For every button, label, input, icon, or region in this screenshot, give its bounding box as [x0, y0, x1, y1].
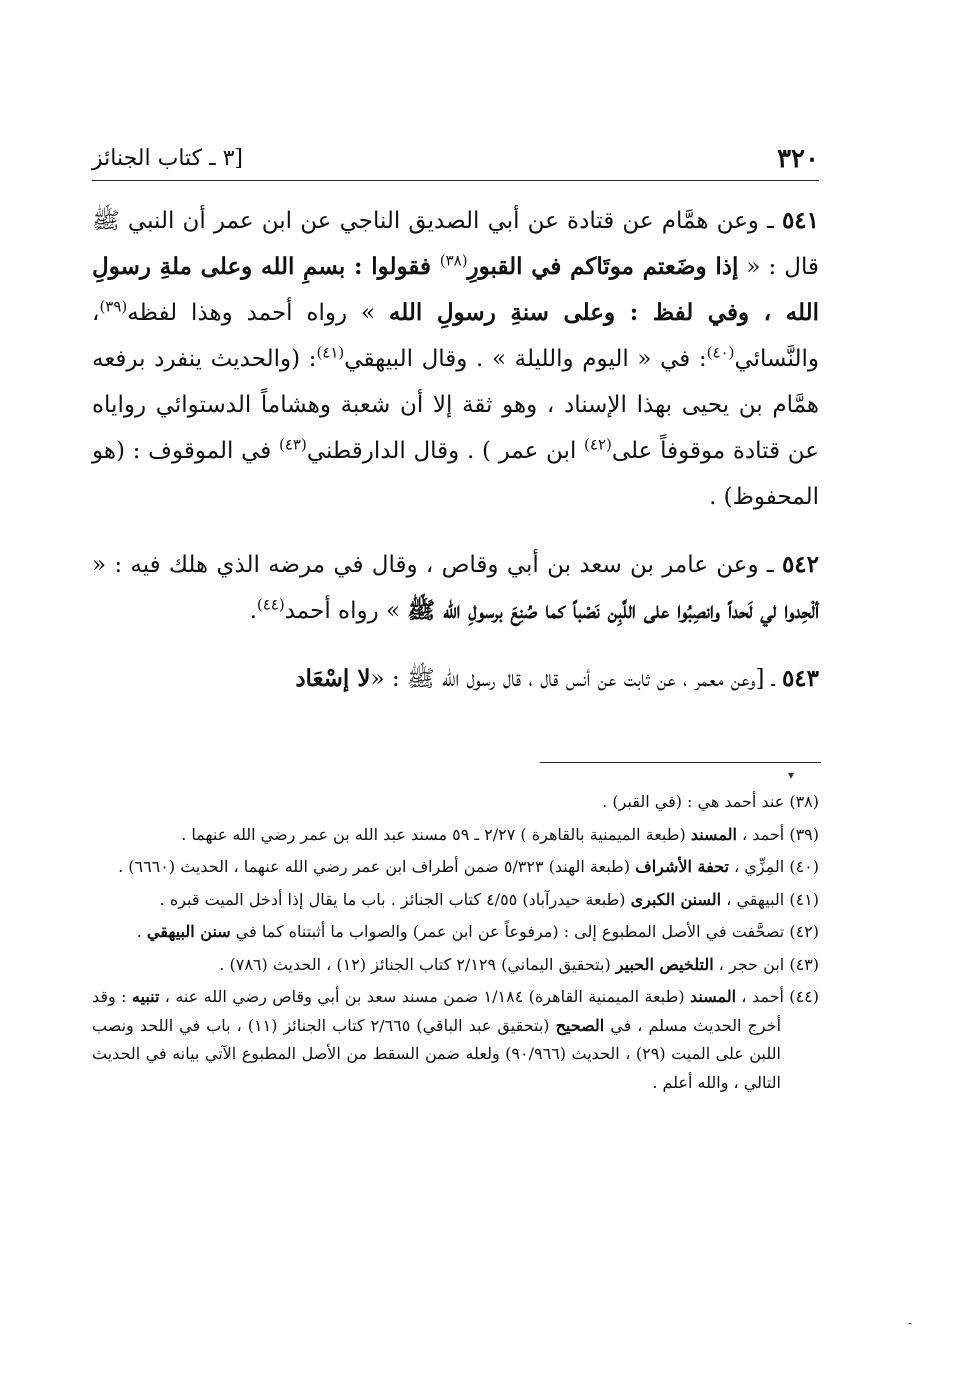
footnote-ref: (٣٩)	[99, 297, 128, 316]
footnote-text: (طبعة الميمنية بالقاهرة ) ٢/٢٧ ـ ٥٩ مسند عبد الله بن عمر رضي الله عنهما .	[181, 824, 691, 844]
book-title: المسند	[689, 987, 737, 1006]
hadith-text: .	[249, 598, 257, 624]
page-header	[92, 140, 819, 181]
hadith-543	[92, 656, 819, 702]
note-label: تنبيه	[131, 987, 160, 1006]
hadith-text: ـ وعن عامر بن سعد بن أبي وقاص ، وقال في مرضه الذي هلك فيه : «	[92, 552, 782, 578]
hadith-text: في الموقوف : (هو المحفوظ) .	[92, 438, 819, 510]
footnote-39	[92, 821, 819, 850]
footnote-text: (٣٩) أحمد ،	[736, 824, 819, 844]
hadith-quote: ألْحِدوا لي لَحداً وانصِبُوا على اللَّبِن نَصْباً كما صُنِعَ برسولِ الله ﷺ	[407, 597, 819, 624]
page-number: ٣٢٠	[777, 144, 819, 174]
hadith-text: ـ [وعن معمر ، عن ثابت عن أنس قال ، قال رسول الله ﷺ : «	[370, 666, 782, 692]
footnote-ref: (٣٨)	[439, 251, 468, 270]
footnote-text: (بتحقيق عبد الباقي) ٢/٦٦٥ كتاب الجنائز (١١) ، باب في اللحد ونصب اللبن على الميت (٢٩) ، الحديث (٩٠/٩٦٦) ولعله ضمن السقط من الأصل المطبوع الآتي بيانه في الحديث التالي ، والله أعلم .	[92, 1015, 781, 1092]
chapter-title: [٣ ـ كتاب الجنائز	[92, 146, 243, 171]
footnote-text: (٤١) البيهقي ،	[721, 889, 819, 909]
footnote-separator	[540, 762, 821, 763]
footnote-38	[92, 788, 819, 817]
hadith-number: ٥٤٣	[781, 665, 819, 692]
footnote-ref: (٤٣)	[278, 435, 307, 454]
footnote-text: (بتحقيق اليماني) ٢/١٢٩ كتاب الجنائز (١٢) ، الحديث (٧٨٦) .	[219, 954, 616, 974]
hadith-number: ٥٤١	[781, 207, 819, 234]
hadith-text: ، والنَّسائي	[92, 300, 819, 372]
hadith-541	[92, 198, 819, 520]
footnote-text: (٤٤) أحمد ،	[736, 987, 819, 1006]
footnote-ref: (٤١)	[316, 343, 345, 362]
hadith-quote: إذا وضَعتم موتَاكم في القبورِ	[467, 253, 739, 280]
hadith-text: ـ وعن همَّام عن قتادة عن أبي الصديق الناجي عن ابن عمر أن النبي ﷺ قال : «	[92, 208, 819, 280]
hadith-text: : في « اليوم والليلة » . وقال البيهقي	[344, 346, 707, 372]
footnote-text: (طبعة الهند) ٥/٣٢٣ ضمن أطراف ابن عمر رضي الله عنهما ، الحديث (٦٦٦٠) .	[118, 857, 636, 876]
scan-mark: ▾	[788, 768, 795, 782]
footnote-text: (٤٠) المِزِّي ،	[728, 857, 819, 876]
footnote-43	[92, 951, 819, 980]
scan-mark: -	[908, 1316, 913, 1330]
footnote-40	[92, 853, 819, 882]
book-title: الصحيح	[555, 1015, 605, 1035]
footnote-text: (٣٨) عند أحمد هي : (في القبر) .	[602, 792, 819, 811]
hadith-text: : (والحديث ينفرد برفعه همَّام بن يحيى بهذا الإسناد ، وهو ثقة إلا أن شعبة وهشاماً الدستوائي رواياه عن قتادة موقوفاً على	[92, 346, 820, 464]
hadith-number: ٥٤٢	[781, 551, 819, 578]
hadith-quote: فقولوا : بسمِ الله وعلى ملةِ رسولِ الله ، وفي لفظ : وعلى سنةِ رسولِ الله	[92, 253, 819, 326]
footnote-text: (٤٣) ابن حجر ،	[713, 954, 819, 974]
hadith-542	[92, 542, 819, 634]
footnote-text: (طبعة الميمنية القاهرة) ١/١٨٤ ضمن مسند سعد بن أبي وقاص رضي الله عنه ،	[159, 987, 690, 1006]
footnote-text: : وقد أخرج الحديث مسلم ، في	[92, 987, 782, 1035]
footnote-ref: (٤٠)	[706, 343, 735, 362]
footnote-ref: (٤٢)	[584, 435, 612, 454]
footnote-42	[92, 918, 819, 947]
footnote-44	[92, 983, 819, 1097]
footnote-ref: (٤٤)	[256, 595, 285, 614]
main-text	[92, 198, 819, 724]
hadith-text: » رواه أحمد وهذا لفظه	[127, 300, 389, 326]
footnote-41	[92, 886, 819, 915]
book-title: تحفة الأشراف	[635, 857, 729, 876]
hadith-quote: لا إسْعَاد	[295, 665, 371, 692]
footnote-text: .	[136, 922, 147, 941]
footnote-text: (٤٢) تصحَّفت في الأصل المطبوع إلى : (مرفوعاً عن ابن عمر) والصواب ما أثبتناه كما في	[230, 922, 819, 941]
book-title: سنن البيهقي	[146, 922, 231, 941]
book-title: المسند	[690, 824, 737, 844]
hadith-text: » رواه أحمد	[284, 598, 408, 624]
hadith-text: ابن عمر ) . وقال الدارقطني	[306, 438, 585, 464]
footnotes	[92, 788, 819, 1101]
footnote-text: (طبعة حيدرآباد) ٤/٥٥ كتاب الجنائز . باب ما يقال إذا أدخل الميت قبره .	[159, 889, 631, 909]
book-title: السنن الكبرى	[630, 889, 722, 909]
book-title: التلخيص الحبير	[615, 954, 714, 974]
